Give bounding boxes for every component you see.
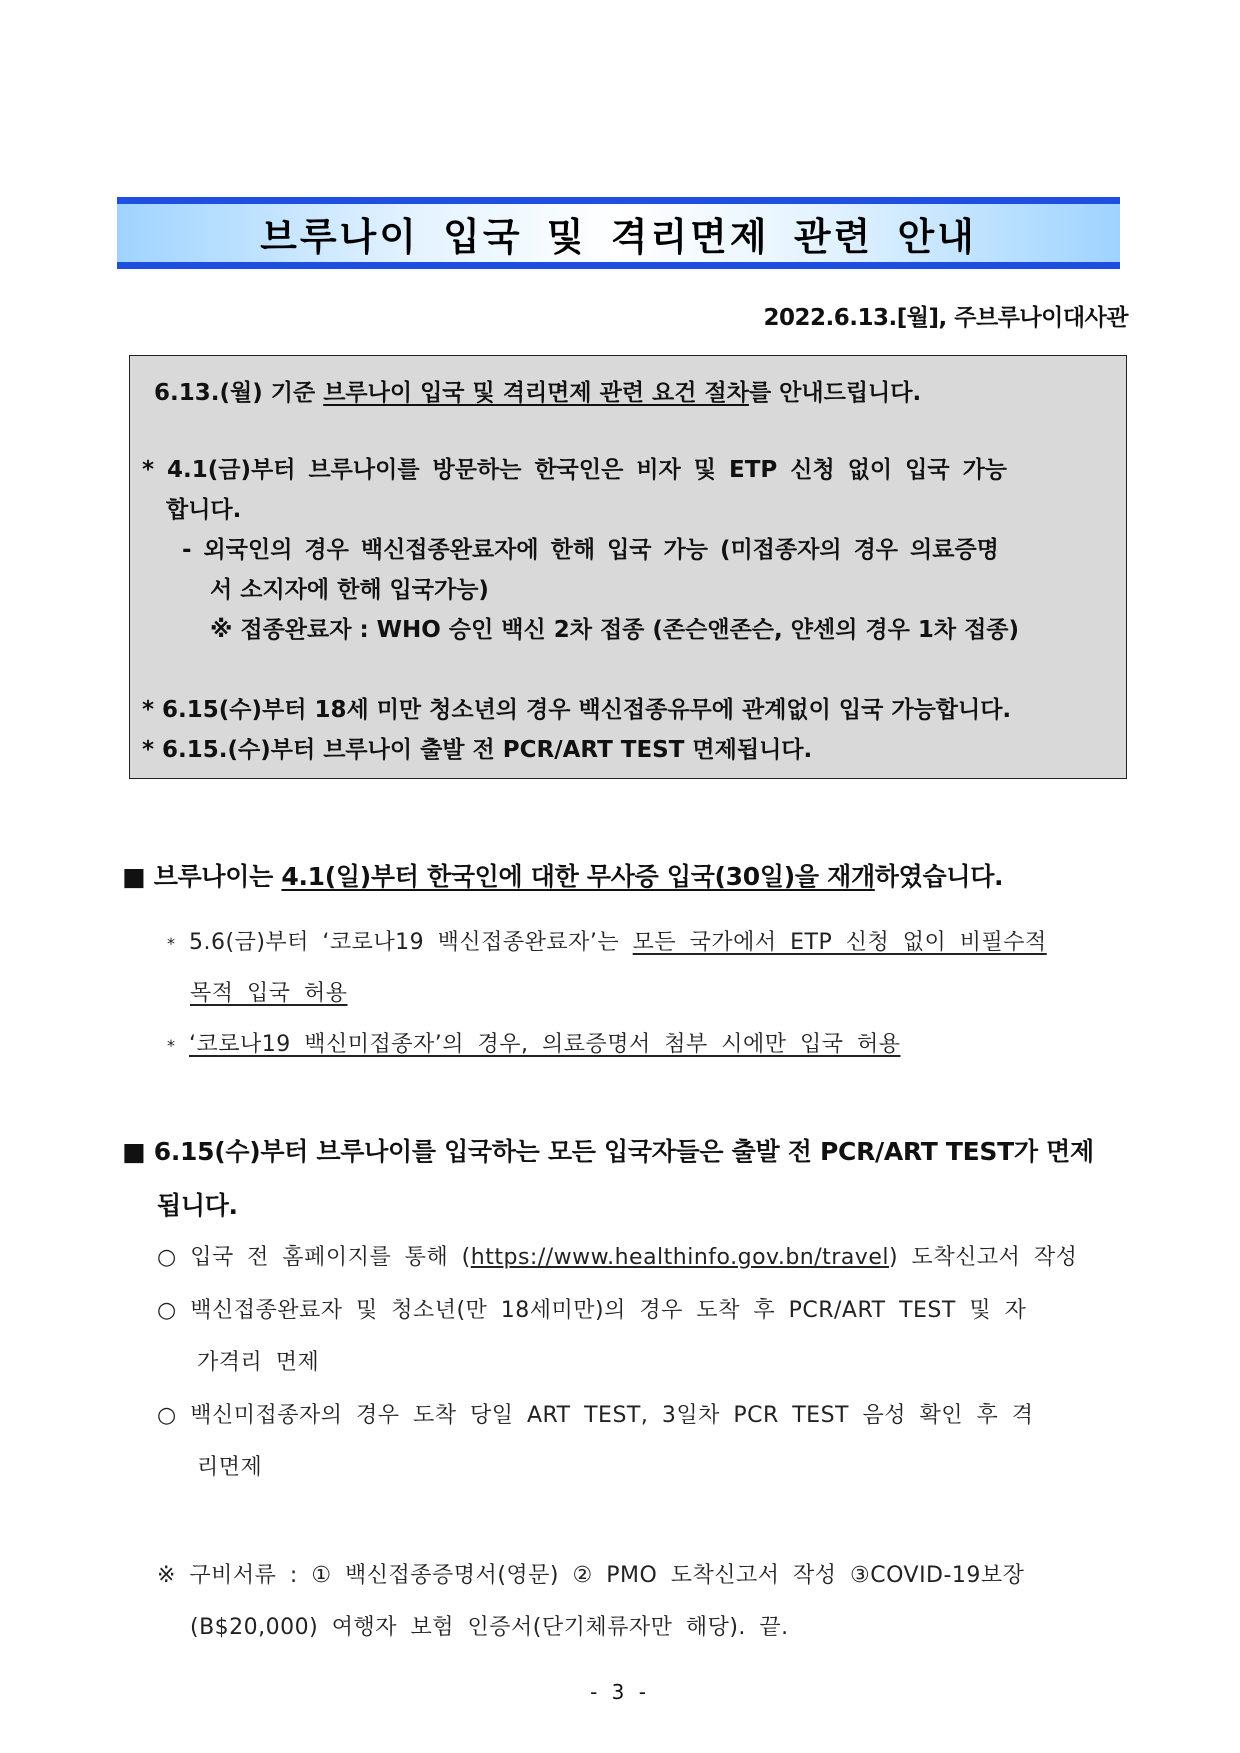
documents-line1: ※ 구비서류 : ① 백신접종증명서(영문) ② PMO 도착신고서 작성 ③COVID-19보장 (157, 1563, 1025, 1588)
section1-heading-post: 하였습니다. (874, 862, 1004, 891)
summary-intro-underlined: 브루나이 입국 및 격리면제 관련 요건 절차 (323, 380, 749, 406)
page-number: - 3 - (590, 1680, 650, 1704)
section1-heading (122, 857, 1003, 893)
section1-note2 (167, 1027, 900, 1058)
section1-note2-underlined: ‘코로나19 백신미접종자’의 경우, 의료증명서 첨부 시에만 입국 허용 (189, 1032, 901, 1057)
summary-item1-sub-line1: - 외국인의 경우 백신접종완료자에 한해 입국 가능 (미접종자의 경우 의료증명 (182, 537, 999, 563)
summary-item1-line2: 합니다. (166, 497, 242, 523)
section2-heading-line1 (122, 1132, 1094, 1168)
summary-item3: * 6.15.(수)부터 브루나이 출발 전 PCR/ART TEST 면제됩니다. (142, 737, 813, 763)
summary-item1-note: ※ 접종완료자 : WHO 승인 백신 2차 접종 (존슨앤존슨, 얀센의 경우 1차 접종) (210, 617, 1020, 643)
section2-bullet1-post: ) 도착신고서 작성 (888, 1245, 1078, 1270)
section1-heading-pre: 브루나이는 (153, 862, 282, 891)
star-bullet-icon: * (167, 1036, 176, 1055)
section2-heading-text: 6.15(수)부터 브루나이를 입국하는 모든 입국자들은 출발 전 PCR/ART TEST가 면제 (153, 1137, 1094, 1166)
section1-heading-underlined: 4.1(일)부터 한국인에 대한 무사증 입국(30일)을 재개 (281, 862, 875, 891)
square-bullet-icon: ■ (122, 862, 146, 891)
section1-note1-line2 (190, 976, 348, 1007)
section2-bullet2-line2: 가격리 면제 (197, 1350, 320, 1375)
section2-bullet1 (157, 1240, 1077, 1271)
star-bullet-icon: * (167, 934, 176, 953)
summary-item2: * 6.15(수)부터 18세 미만 청소년의 경우 백신접종유무에 관계없이 입국 가능합니다. (142, 697, 1012, 723)
date-line: 2022.6.13.[월], 주브루나이대사관 (763, 305, 1128, 331)
section2-bullet3-line2: 리면제 (197, 1455, 263, 1480)
document-title: 브루나이 입국 및 격리면제 관련 안내 (260, 214, 977, 259)
title-banner (117, 197, 1120, 269)
square-bullet-icon: ■ (122, 1137, 146, 1166)
section1-note1-pre: 5.6(금)부터 ‘코로나19 백신접종완료자’는 (189, 930, 633, 955)
section2-heading-line2: 됩니다. (157, 1191, 238, 1220)
healthinfo-link[interactable]: https://www.healthinfo.gov.bn/travel (470, 1245, 889, 1270)
section2-bullet1-pre: ○ 입국 전 홈페이지를 통해 ( (157, 1245, 471, 1270)
section1-note1-line1 (167, 925, 1047, 956)
summary-item1-line1: * 4.1(금)부터 브루나이를 방문하는 한국인은 비자 및 ETP 신청 없이 입국 가능 (142, 457, 1008, 483)
section1-note1-underlined-a: 모든 국가에서 ETP 신청 없이 비필수적 (632, 930, 1047, 955)
summary-intro-pre: 6.13.(월) 기준 (154, 380, 324, 406)
summary-item1-sub-line2: 서 소지자에 한해 입국가능) (210, 577, 489, 603)
summary-box (129, 355, 1127, 779)
summary-intro (154, 374, 921, 407)
summary-intro-post: 를 안내드립니다. (748, 380, 922, 406)
section1-note1-underlined-b: 목적 입국 허용 (190, 981, 348, 1006)
section2-bullet2-line1: ○ 백신접종완료자 및 청소년(만 18세미만)의 경우 도착 후 PCR/ART TEST 및 자 (157, 1298, 1027, 1323)
documents-line2: (B$20,000) 여행자 보험 인증서(단기체류자만 해당). 끝. (190, 1615, 789, 1640)
section2-bullet3-line1: ○ 백신미접종자의 경우 도착 당일 ART TEST, 3일차 PCR TEST 음성 확인 후 격 (157, 1403, 1034, 1428)
